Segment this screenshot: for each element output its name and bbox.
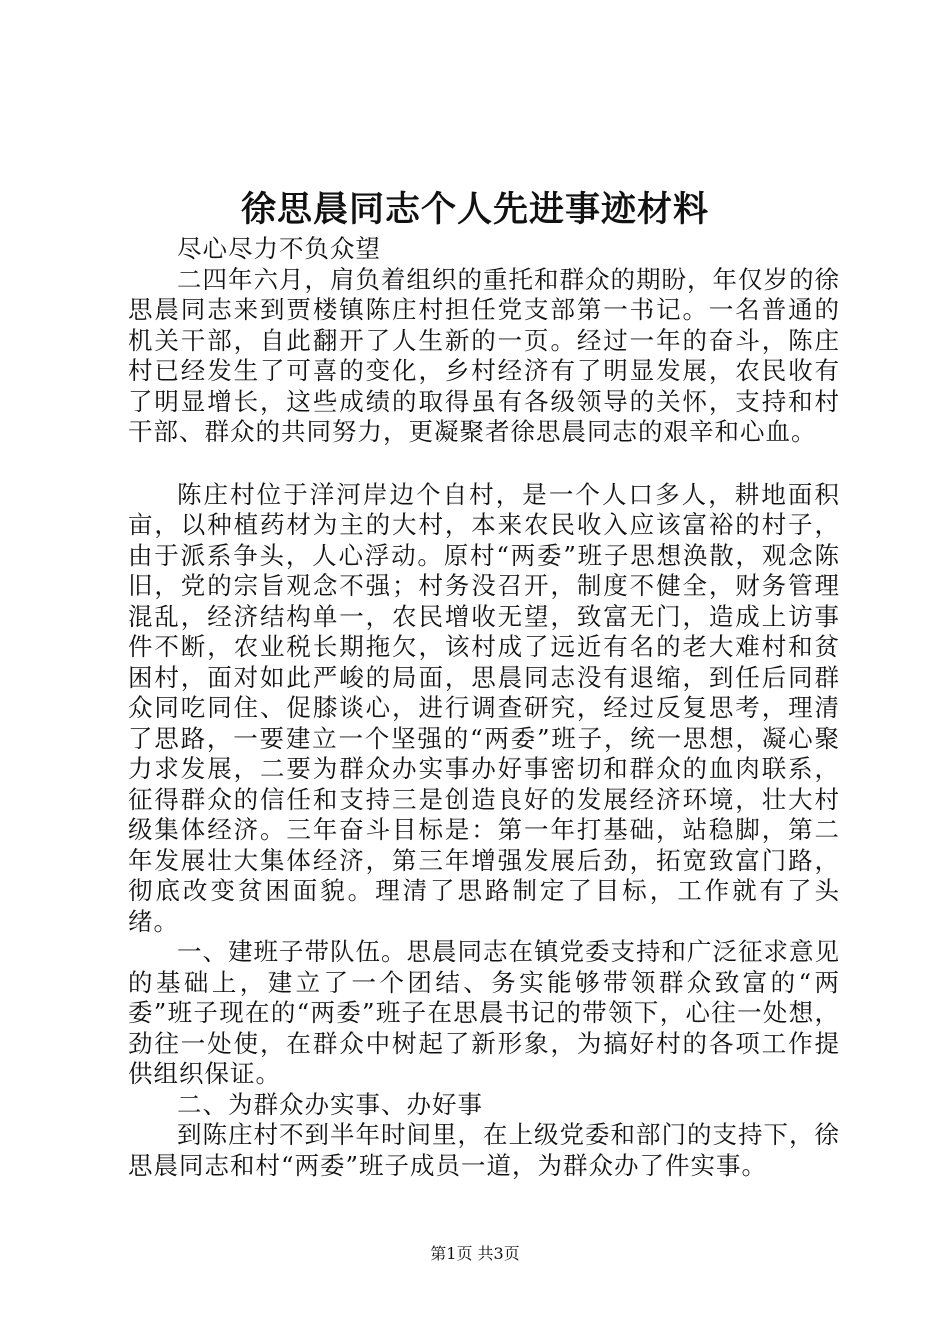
- paragraph-section-two-heading: 二、为群众办实事、办好事: [177, 1089, 483, 1119]
- paragraph-intro: 二四年六月，肩负着组织的重托和群众的期盼，年仅岁的徐思晨同志来到贾楼镇陈庄村担任党支部第一书记。一名普通的机关干部，自此翻开了人生新的一页。经过一年的奋斗，陈庄村已经发生了可喜的变化，乡村经济有了明显发展，农民收有了明显增长，这些成绩的取得虽有各级领导的关怀，支持和村干部、群众的共同努力，更凝聚者徐思晨同志的艰辛和心血。: [128, 264, 840, 446]
- paragraph-section-two: 到陈庄村不到半年时间里，在上级党委和部门的支持下，徐思晨同志和村“两委”班子成员一道，为群众办了件实事。: [128, 1120, 840, 1180]
- page-footer: 第1页 共3页: [430, 1244, 520, 1263]
- paragraph-subtitle: 尽心尽力不负众望: [177, 234, 381, 263]
- document-body: [128, 234, 840, 1181]
- document-title: 徐思晨同志个人先进事迹材料: [240, 189, 709, 230]
- paragraph-background: 陈庄村位于洋河岸边个自村，是一个人口多人，耕地面积亩，以种植药材为主的大村，本来农民收入应该富裕的村子，由于派系争头，人心浮动。原村“两委”班子思想涣散，观念陈旧，党的宗旨观念不强；村务没召开，制度不健全，财务管理混乱，经济结构单一，农民增收无望，致富无门，造成上访事件不断，农业税长期拖欠，该村成了远近有名的老大难村和贫困村，面对如此严峻的局面，思晨同志没有退缩，到任后同群众同吃同住、促膝谈心，进行调查研究，经过反复思考，理清了思路，一要建立一个坚强的“两委”班子，统一思想，凝心聚力求发展，二要为群众办实事办好事密切和群众的血肉联系，征得群众的信任和支持三是创造良好的发展经济环境，壮大村级集体经济。三年奋斗目标是：第一年打基础，站稳脚，第二年发展壮大集体经济，第三年增强发展后劲，拓宽致富门路，彻底改变贫困面貌。理清了思路制定了目标，工作就有了头绪。: [128, 479, 840, 936]
- paragraph-section-one: 一、建班子带队伍。思晨同志在镇党委支持和广泛征求意见的基础上，建立了一个团结、务实能够带领群众致富的“两委”班子现在的“两委”班子在思晨书记的带领下，心往一处想，劲往一处使，在群众中树起了新形象，为搞好村的各项工作提供组织保证。: [128, 937, 840, 1088]
- paragraph-gap: [128, 448, 840, 480]
